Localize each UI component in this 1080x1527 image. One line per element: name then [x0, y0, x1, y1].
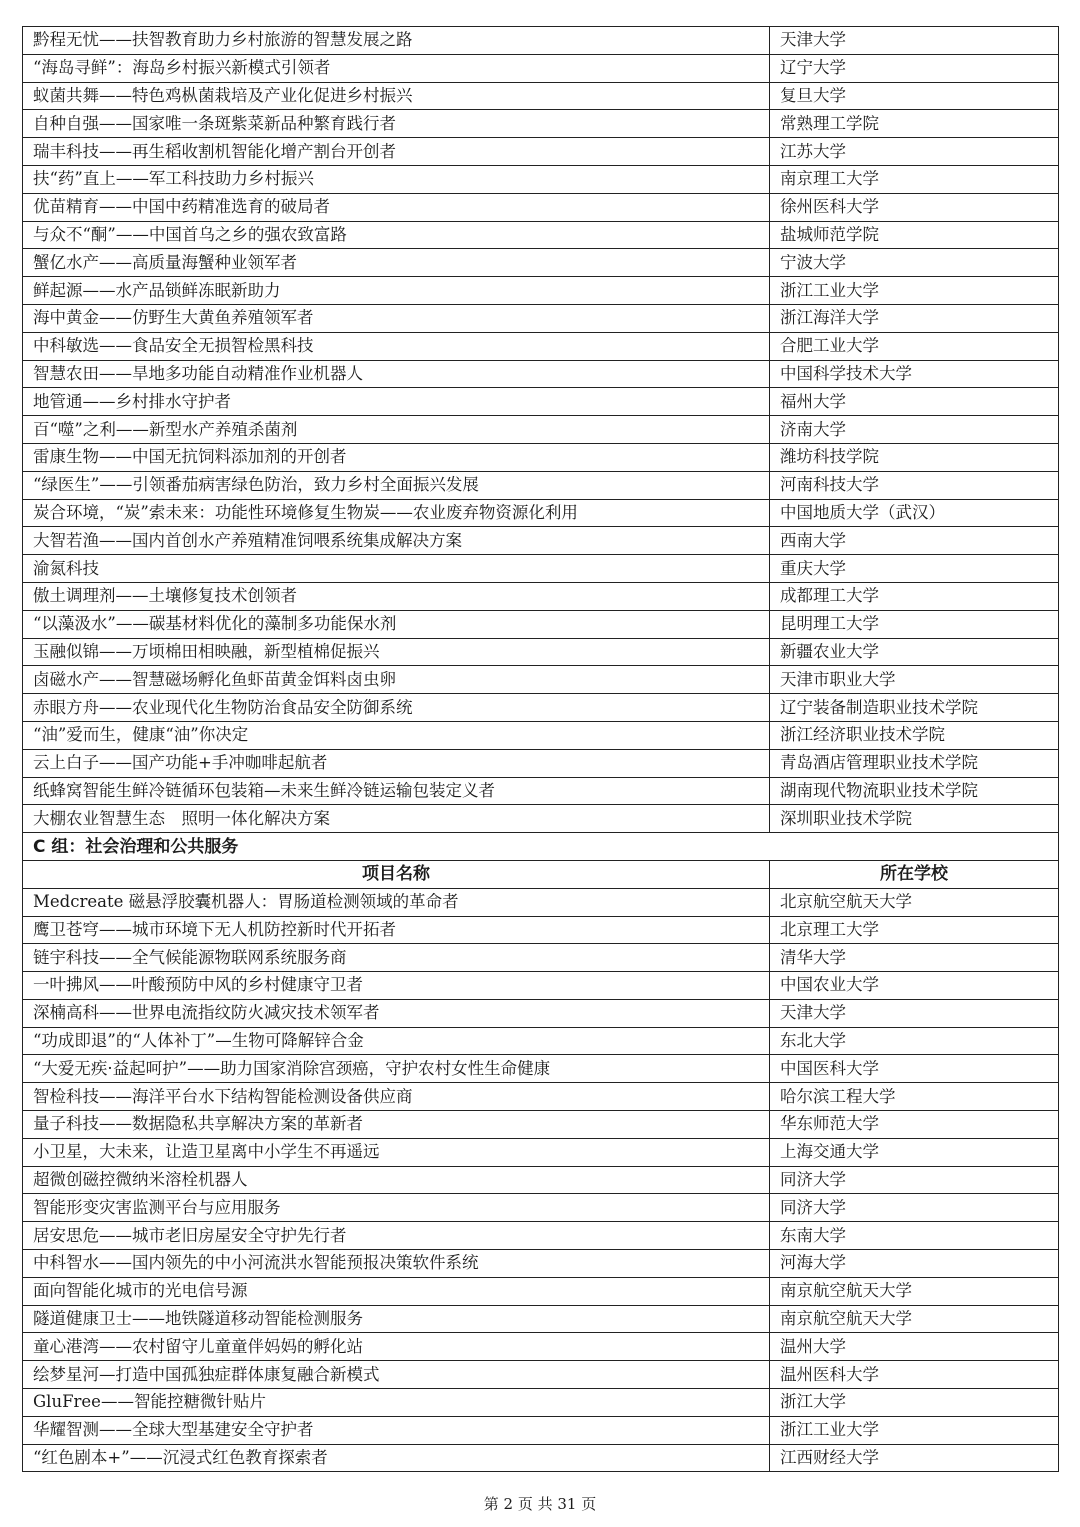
project-name-cell: 瑞丰科技——再生稻收割机智能化增产割台开创者: [23, 138, 770, 166]
table-row: [23, 777, 1059, 805]
project-name-cell: 优苗精育——中国中药精准选育的破局者: [23, 193, 770, 221]
school-cell: 济南大学: [770, 416, 1059, 444]
table-row: [23, 1138, 1059, 1166]
school-cell: 天津市职业大学: [770, 666, 1059, 694]
table-row: [23, 1389, 1059, 1417]
school-cell: 辽宁装备制造职业技术学院: [770, 694, 1059, 722]
table-row: [23, 638, 1059, 666]
table-row: [23, 471, 1059, 499]
table-row: [23, 1083, 1059, 1111]
table-row: [23, 916, 1059, 944]
table-row: [23, 277, 1059, 305]
table-row: [23, 749, 1059, 777]
project-name-cell: 链宇科技——全气候能源物联网系统服务商: [23, 944, 770, 972]
school-cell: 清华大学: [770, 944, 1059, 972]
project-name-cell: 地管通——乡村排水守护者: [23, 388, 770, 416]
table-row: [23, 555, 1059, 583]
project-name-cell: 鲜起源——水产品锁鲜冻眠新助力: [23, 277, 770, 305]
school-cell: 浙江经济职业技术学院: [770, 721, 1059, 749]
table-row: [23, 1333, 1059, 1361]
school-cell: 常熟理工学院: [770, 110, 1059, 138]
project-name-cell: 中科敏选——食品安全无损智检黑科技: [23, 332, 770, 360]
table-row: [23, 193, 1059, 221]
project-name-cell: 中科智水——国内领先的中小河流洪水智能预报决策软件系统: [23, 1250, 770, 1278]
school-cell: 宁波大学: [770, 249, 1059, 277]
table-row: [23, 1166, 1059, 1194]
table-row: [23, 944, 1059, 972]
table-row: [23, 582, 1059, 610]
school-cell: 昆明理工大学: [770, 610, 1059, 638]
project-name-cell: 雷康生物——中国无抗饲料添加剂的开创者: [23, 443, 770, 471]
school-cell: 浙江工业大学: [770, 1416, 1059, 1444]
project-name-cell: 赤眼方舟——农业现代化生物防治食品安全防御系统: [23, 694, 770, 722]
school-cell: 天津大学: [770, 999, 1059, 1027]
table-row: [23, 1111, 1059, 1139]
project-name-cell: 超微创磁控微纳米溶栓机器人: [23, 1166, 770, 1194]
project-name-cell: Medcreate 磁悬浮胶囊机器人：胃肠道检测领域的革命者: [23, 888, 770, 916]
table-row: [23, 888, 1059, 916]
table-row: [23, 1361, 1059, 1389]
project-name-cell: 卤磁水产——智慧磁场孵化鱼虾苗黄金饵料卤虫卵: [23, 666, 770, 694]
table-row: [23, 527, 1059, 555]
table-row: [23, 1250, 1059, 1278]
school-cell: 南京航空航天大学: [770, 1277, 1059, 1305]
table-row: [23, 1055, 1059, 1083]
document-page: [22, 26, 1058, 1472]
school-cell: 盐城师范学院: [770, 221, 1059, 249]
project-name-cell: 鹰卫苍穹——城市环境下无人机防控新时代开拓者: [23, 916, 770, 944]
project-name-cell: GluFree——智能控糖微针贴片: [23, 1389, 770, 1417]
project-name-cell: 绘梦星河—打造中国孤独症群体康复融合新模式: [23, 1361, 770, 1389]
project-name-cell: 量子科技——数据隐私共享解决方案的革新者: [23, 1111, 770, 1139]
project-name-cell: 与众不“酮”——中国首乌之乡的强农致富路: [23, 221, 770, 249]
project-name-cell: 扶“药”直上——军工科技助力乡村振兴: [23, 165, 770, 193]
page-footer: 第 2 页 共 31 页: [483, 1495, 597, 1513]
table-row: [23, 304, 1059, 332]
table-row: [23, 27, 1059, 55]
project-name-cell: 傲土调理剂——土壤修复技术创领者: [23, 582, 770, 610]
school-cell: 西南大学: [770, 527, 1059, 555]
school-cell: 中国科学技术大学: [770, 360, 1059, 388]
school-cell: 东南大学: [770, 1222, 1059, 1250]
project-name-cell: 纸蜂窝智能生鲜冷链循环包装箱—未来生鲜冷链运输包装定义者: [23, 777, 770, 805]
table-row: [23, 332, 1059, 360]
table-row: [23, 972, 1059, 1000]
group-c-title: C 组：社会治理和公共服务: [23, 833, 1059, 861]
group-c-section: [23, 833, 1059, 889]
table-row: [23, 165, 1059, 193]
header-project-name: 项目名称: [23, 860, 770, 888]
group-c-rows: [23, 888, 1059, 1472]
table-row: [23, 694, 1059, 722]
school-cell: 徐州医科大学: [770, 193, 1059, 221]
project-name-cell: “油”爱而生，健康“油”你决定: [23, 721, 770, 749]
table-row: [23, 443, 1059, 471]
table-row: [23, 221, 1059, 249]
project-name-cell: “以藻汲水”——碳基材料优化的藻制多功能保水剂: [23, 610, 770, 638]
project-name-cell: 炭合环境，“炭”索未来：功能性环境修复生物炭——农业废弃物资源化利用: [23, 499, 770, 527]
school-cell: 江西财经大学: [770, 1444, 1059, 1472]
table-row: [23, 1444, 1059, 1472]
project-name-cell: 百“噬”之利——新型水产养殖杀菌剂: [23, 416, 770, 444]
table-row: [23, 1027, 1059, 1055]
project-name-cell: 一叶拂风——叶酸预防中风的乡村健康守卫者: [23, 972, 770, 1000]
table-row: [23, 388, 1059, 416]
project-name-cell: 海中黄金——仿野生大黄鱼养殖领军者: [23, 304, 770, 332]
table-row: [23, 138, 1059, 166]
project-name-cell: 蚁菌共舞——特色鸡枞菌栽培及产业化促进乡村振兴: [23, 82, 770, 110]
school-cell: 北京航空航天大学: [770, 888, 1059, 916]
project-name-cell: “红色剧本+”——沉浸式红色教育探索者: [23, 1444, 770, 1472]
table-row: [23, 54, 1059, 82]
table-row: [23, 999, 1059, 1027]
table-row: [23, 721, 1059, 749]
table-row: [23, 1416, 1059, 1444]
school-cell: 上海交通大学: [770, 1138, 1059, 1166]
school-cell: 青岛酒店管理职业技术学院: [770, 749, 1059, 777]
school-cell: 东北大学: [770, 1027, 1059, 1055]
table-row: [23, 1222, 1059, 1250]
school-cell: 深圳职业技术学院: [770, 805, 1059, 833]
project-name-cell: “功成即退”的“人体补丁”—生物可降解锌合金: [23, 1027, 770, 1055]
school-cell: 福州大学: [770, 388, 1059, 416]
project-name-cell: “大爱无疾·益起呵护”——助力国家消除宫颈癌，守护农村女性生命健康: [23, 1055, 770, 1083]
table-row: [23, 1194, 1059, 1222]
school-cell: 同济大学: [770, 1194, 1059, 1222]
table-row: [23, 110, 1059, 138]
school-cell: 南京航空航天大学: [770, 1305, 1059, 1333]
project-name-cell: 小卫星，大未来，让造卫星离中小学生不再遥远: [23, 1138, 770, 1166]
school-cell: 浙江海洋大学: [770, 304, 1059, 332]
school-cell: 中国地质大学（武汉）: [770, 499, 1059, 527]
school-cell: 浙江大学: [770, 1389, 1059, 1417]
school-cell: 复旦大学: [770, 82, 1059, 110]
project-name-cell: 居安思危——城市老旧房屋安全守护先行者: [23, 1222, 770, 1250]
school-cell: 天津大学: [770, 27, 1059, 55]
school-cell: 北京理工大学: [770, 916, 1059, 944]
project-name-cell: 深楠高科——世界电流指纹防火减灾技术领军者: [23, 999, 770, 1027]
school-cell: 新疆农业大学: [770, 638, 1059, 666]
project-name-cell: 渝氮科技: [23, 555, 770, 583]
school-cell: 河南科技大学: [770, 471, 1059, 499]
project-name-cell: 玉融似锦——万顷棉田相映融，新型植棉促振兴: [23, 638, 770, 666]
school-cell: 江苏大学: [770, 138, 1059, 166]
school-cell: 温州大学: [770, 1333, 1059, 1361]
group-b-rows: [23, 27, 1059, 833]
school-cell: 同济大学: [770, 1166, 1059, 1194]
project-name-cell: 华耀智测——全球大型基建安全守护者: [23, 1416, 770, 1444]
header-school: 所在学校: [770, 860, 1059, 888]
project-name-cell: 蟹亿水产——高质量海蟹种业领军者: [23, 249, 770, 277]
table-row: [23, 666, 1059, 694]
project-name-cell: 大棚农业智慧生态 照明一体化解决方案: [23, 805, 770, 833]
school-cell: 中国农业大学: [770, 972, 1059, 1000]
table-row: [23, 499, 1059, 527]
project-name-cell: 隧道健康卫士——地铁隧道移动智能检测服务: [23, 1305, 770, 1333]
project-name-cell: “绿医生”——引领番茄病害绿色防治，致力乡村全面振兴发展: [23, 471, 770, 499]
school-cell: 哈尔滨工程大学: [770, 1083, 1059, 1111]
project-name-cell: 黔程无忧——扶智教育助力乡村旅游的智慧发展之路: [23, 27, 770, 55]
table-row: [23, 249, 1059, 277]
school-cell: 成都理工大学: [770, 582, 1059, 610]
school-cell: 河海大学: [770, 1250, 1059, 1278]
school-cell: 重庆大学: [770, 555, 1059, 583]
table-row: [23, 610, 1059, 638]
school-cell: 华东师范大学: [770, 1111, 1059, 1139]
project-table: [22, 26, 1059, 1472]
project-name-cell: 智检科技——海洋平台水下结构智能检测设备供应商: [23, 1083, 770, 1111]
table-row: [23, 1277, 1059, 1305]
project-name-cell: 自种自强——国家唯一条斑紫菜新品种繁育践行者: [23, 110, 770, 138]
school-cell: 潍坊科技学院: [770, 443, 1059, 471]
group-c-title-row: [23, 833, 1059, 861]
table-header-row: [23, 860, 1059, 888]
project-name-cell: 智慧农田——旱地多功能自动精准作业机器人: [23, 360, 770, 388]
school-cell: 浙江工业大学: [770, 277, 1059, 305]
project-name-cell: 大智若渔——国内首创水产养殖精准饲喂系统集成解决方案: [23, 527, 770, 555]
table-row: [23, 416, 1059, 444]
table-row: [23, 82, 1059, 110]
school-cell: 湖南现代物流职业技术学院: [770, 777, 1059, 805]
school-cell: 中国医科大学: [770, 1055, 1059, 1083]
table-row: [23, 1305, 1059, 1333]
school-cell: 温州医科大学: [770, 1361, 1059, 1389]
school-cell: 南京理工大学: [770, 165, 1059, 193]
table-row: [23, 360, 1059, 388]
project-name-cell: 面向智能化城市的光电信号源: [23, 1277, 770, 1305]
school-cell: 辽宁大学: [770, 54, 1059, 82]
project-name-cell: 智能形变灾害监测平台与应用服务: [23, 1194, 770, 1222]
table-row: [23, 805, 1059, 833]
project-name-cell: 云上白子——国产功能+手冲咖啡起航者: [23, 749, 770, 777]
project-name-cell: “海岛寻鲜”：海岛乡村振兴新模式引领者: [23, 54, 770, 82]
school-cell: 合肥工业大学: [770, 332, 1059, 360]
project-name-cell: 童心港湾——农村留守儿童童伴妈妈的孵化站: [23, 1333, 770, 1361]
